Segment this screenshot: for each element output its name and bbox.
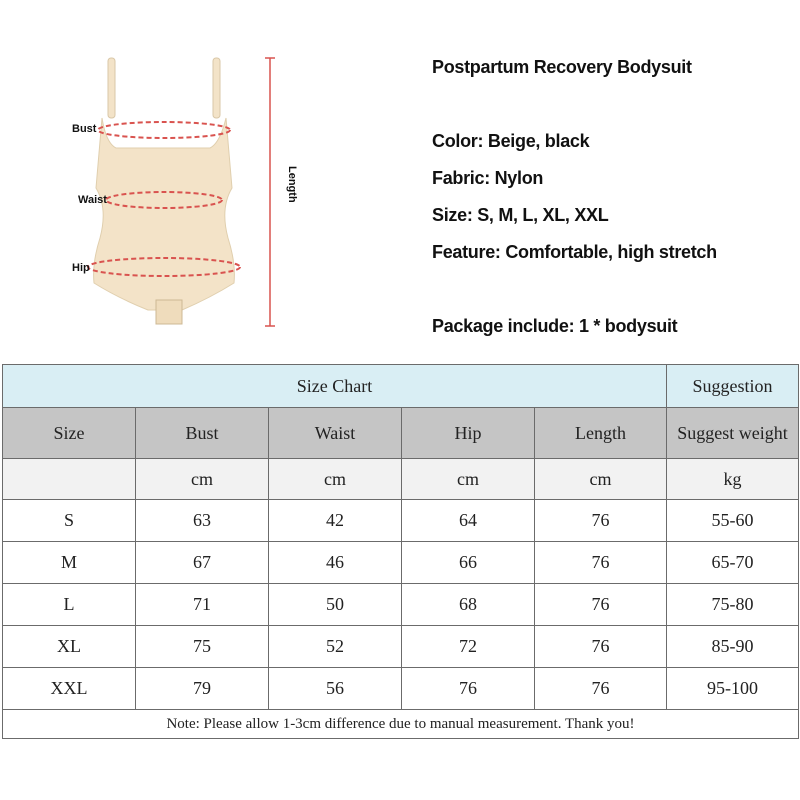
table-row [3, 668, 799, 710]
table-cell: 50 [269, 584, 402, 626]
column-header: Bust [136, 408, 269, 459]
table-cell: 76 [535, 584, 667, 626]
table-cell: S [3, 500, 136, 542]
table-cell: 68 [402, 584, 535, 626]
unit-cell: cm [535, 459, 667, 500]
table-row [3, 542, 799, 584]
length-label: Length [286, 166, 298, 203]
column-header: Hip [402, 408, 535, 459]
column-header: Length [535, 408, 667, 459]
unit-cell [3, 459, 136, 500]
size-chart-header: Size Chart [3, 365, 667, 408]
table-cell: 79 [136, 668, 269, 710]
table-row [3, 584, 799, 626]
table-cell: 76 [535, 542, 667, 584]
table-row [3, 626, 799, 668]
unit-cell: kg [667, 459, 799, 500]
table-cell: 56 [269, 668, 402, 710]
product-fabric: Fabric: Nylon [432, 168, 544, 188]
column-header: Suggest weight [667, 408, 799, 459]
column-header: Size [3, 408, 136, 459]
table-cell: 65-70 [667, 542, 799, 584]
table-cell: 64 [402, 500, 535, 542]
table-cell: 63 [136, 500, 269, 542]
unit-cell: cm [269, 459, 402, 500]
unit-cell: cm [402, 459, 535, 500]
size-chart-table [2, 364, 799, 739]
product-color: Color: Beige, black [432, 131, 590, 151]
bust-measure-line [98, 122, 230, 138]
table-cell: 42 [269, 500, 402, 542]
table-cell: 75 [136, 626, 269, 668]
table-cell: 71 [136, 584, 269, 626]
table-cell: 85-90 [667, 626, 799, 668]
table-cell: 72 [402, 626, 535, 668]
table-cell: 46 [269, 542, 402, 584]
left-strap [108, 58, 115, 118]
table-cell: 76 [535, 500, 667, 542]
waist-label: Waist [78, 194, 107, 206]
bodysuit-body [94, 118, 235, 310]
column-header-row [3, 408, 799, 459]
unit-cell: cm [136, 459, 269, 500]
package-include: Package include: 1 * bodysuit [432, 316, 678, 336]
measurement-note: Note: Please allow 1-3cm difference due to manual measurement. Thank you! [3, 710, 799, 739]
table-cell: 95-100 [667, 668, 799, 710]
table-cell: 76 [535, 668, 667, 710]
product-feature: Feature: Comfortable, high stretch [432, 242, 717, 262]
product-sizes: Size: S, M, L, XL, XXL [432, 205, 609, 225]
table-row [3, 500, 799, 542]
table-cell: 75-80 [667, 584, 799, 626]
table-cell: 67 [136, 542, 269, 584]
right-strap [213, 58, 220, 118]
table-cell: 76 [402, 668, 535, 710]
units-row [3, 459, 799, 500]
table-cell: XL [3, 626, 136, 668]
table-cell: 66 [402, 542, 535, 584]
product-title: Postpartum Recovery Bodysuit [432, 57, 692, 77]
bust-label: Bust [72, 123, 97, 135]
table-cell: 52 [269, 626, 402, 668]
table-cell: 76 [535, 626, 667, 668]
table-cell: L [3, 584, 136, 626]
table-cell: XXL [3, 668, 136, 710]
note-row [3, 710, 799, 739]
table-cell: 55-60 [667, 500, 799, 542]
table-cell: M [3, 542, 136, 584]
hip-label: Hip [72, 262, 90, 274]
hook-panel [156, 300, 182, 324]
column-header: Waist [269, 408, 402, 459]
table-title-row [3, 365, 799, 408]
suggestion-header: Suggestion [667, 365, 799, 408]
